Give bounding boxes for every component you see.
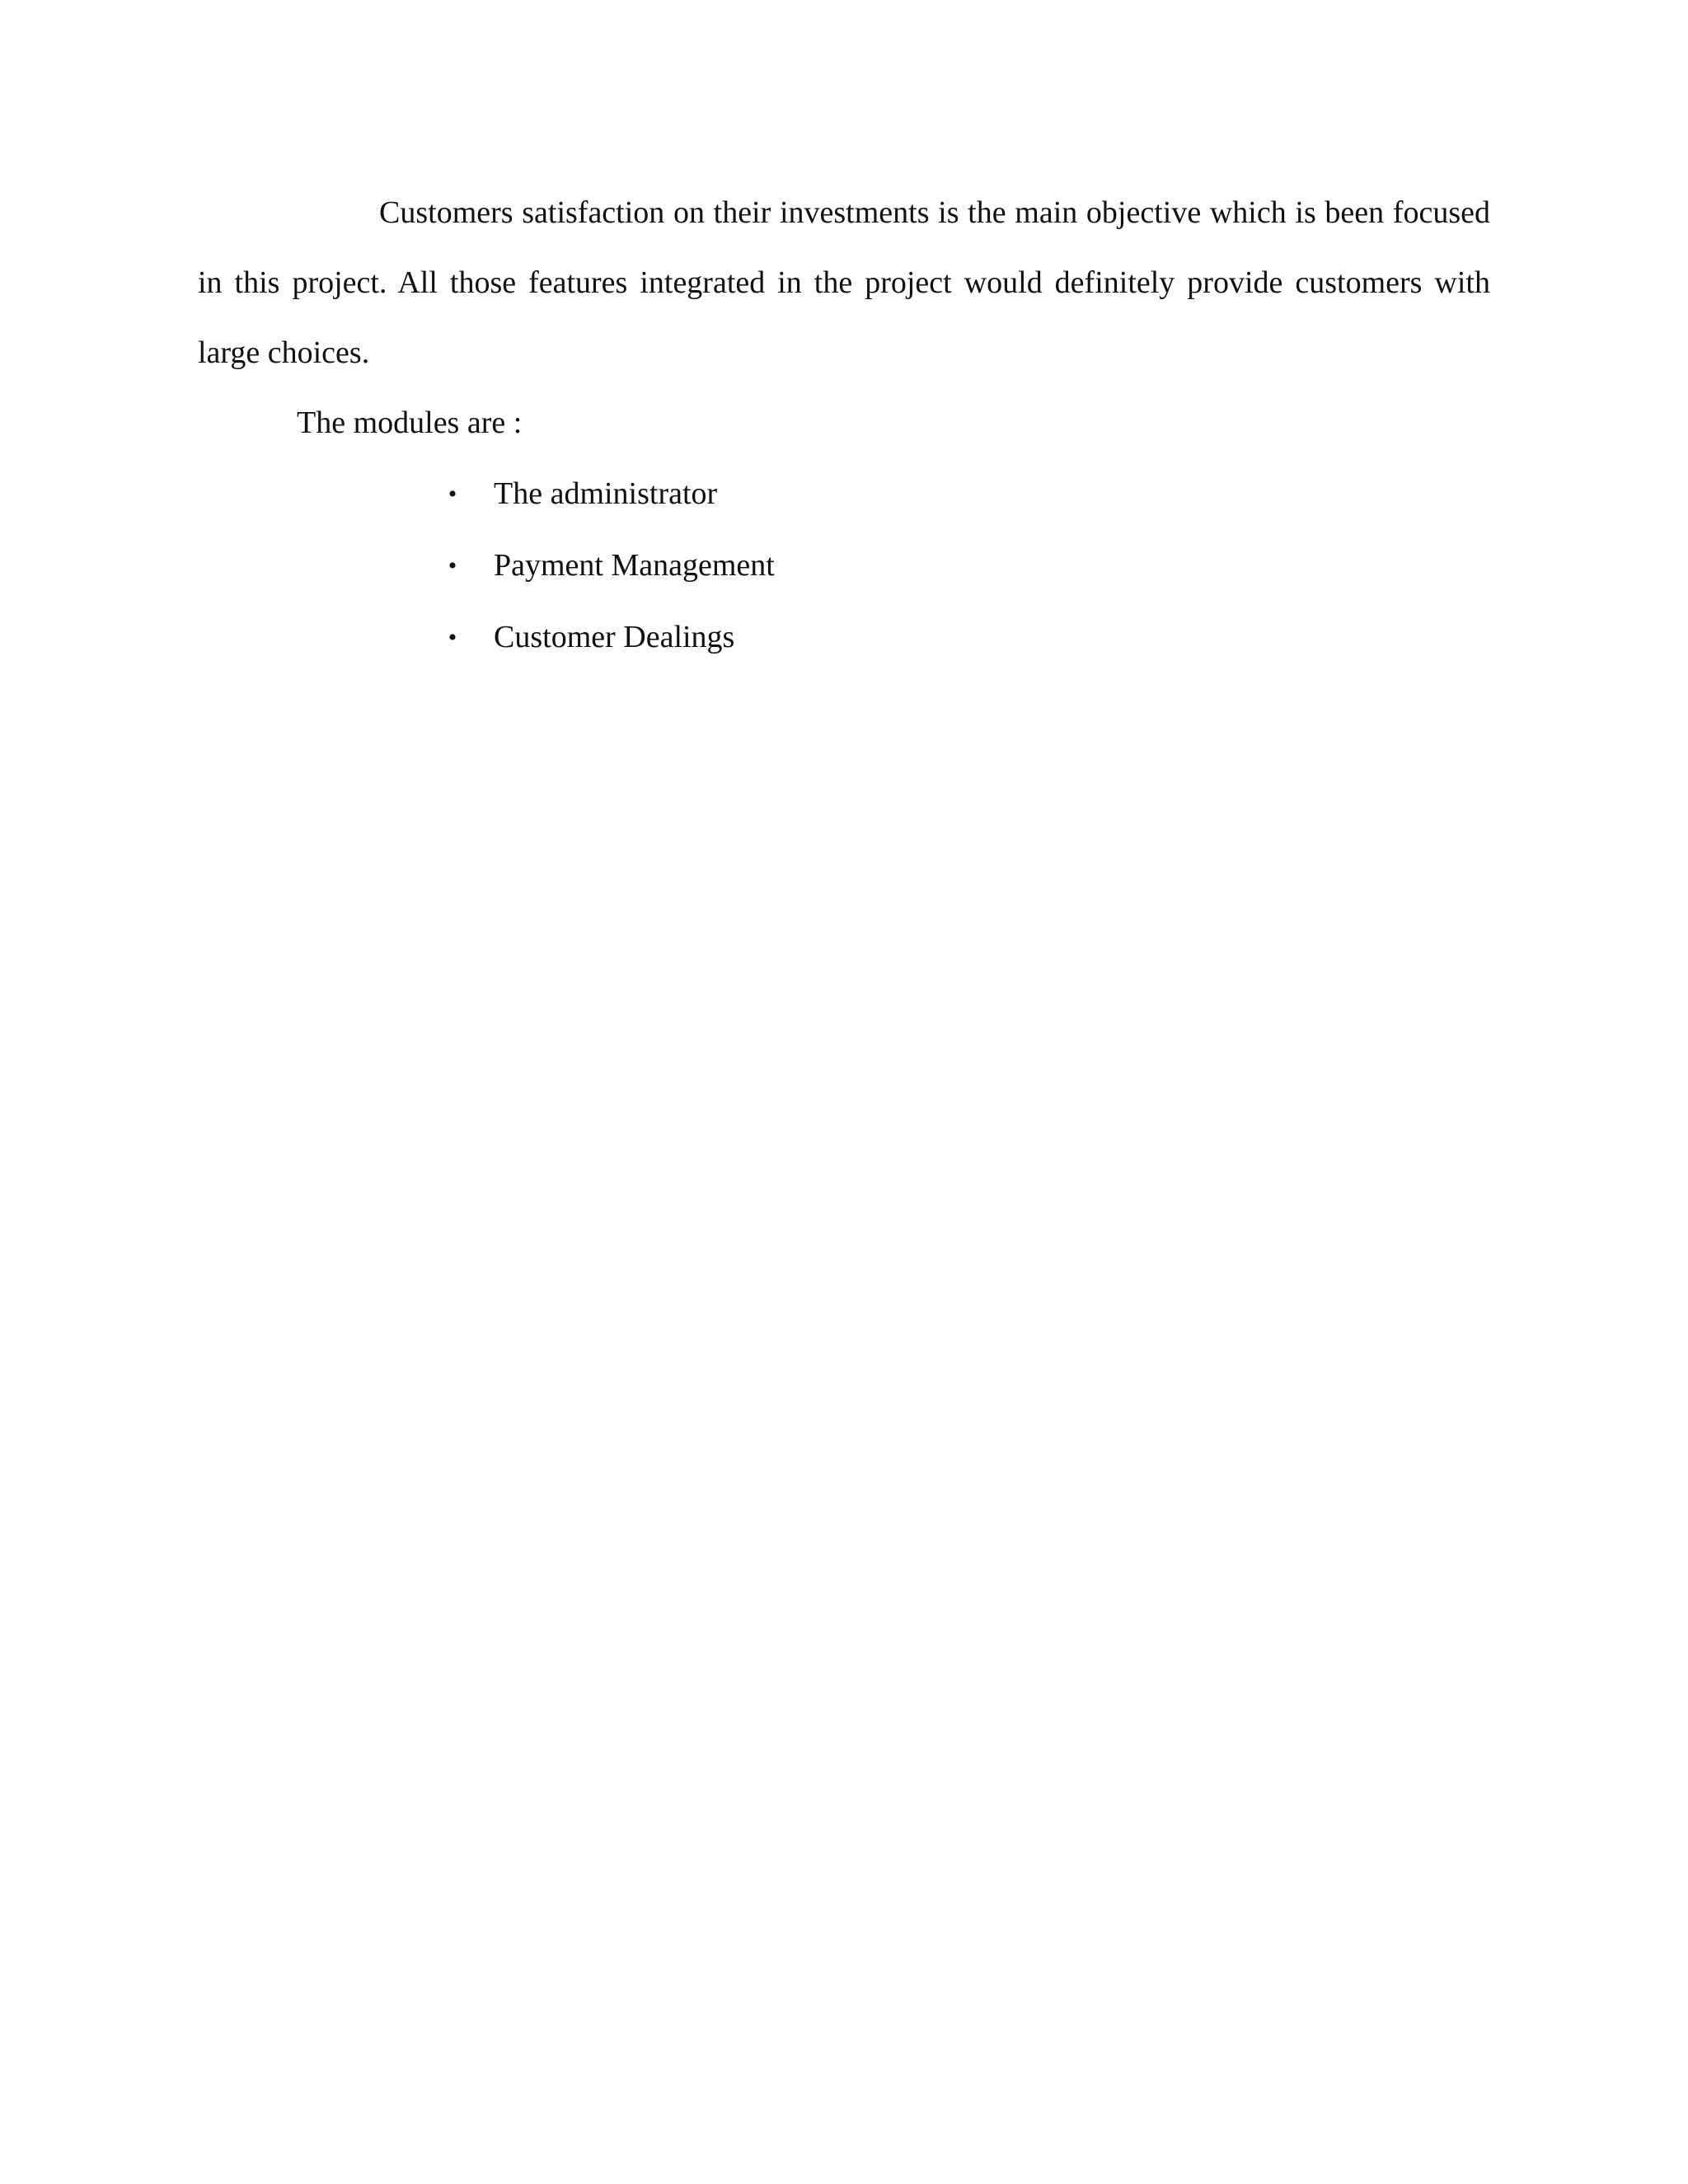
modules-list xyxy=(198,458,1490,673)
bullet-icon: • xyxy=(448,552,457,579)
document-body xyxy=(198,178,1490,673)
module-label: Customer Dealings xyxy=(494,620,735,654)
module-label: The administrator xyxy=(494,476,718,511)
list-item xyxy=(443,458,1490,530)
bullet-icon: • xyxy=(448,480,457,508)
list-item xyxy=(443,602,1490,673)
list-item xyxy=(443,530,1490,602)
bullet-icon: • xyxy=(448,624,457,651)
body-paragraph: Customers satisfaction on their investments is the main objective which is been focused in this project. All those features integrated in the project would definitely provide customers with large choices. xyxy=(198,195,1490,370)
module-label: Payment Management xyxy=(494,548,775,583)
modules-intro: The modules are : xyxy=(297,405,523,440)
